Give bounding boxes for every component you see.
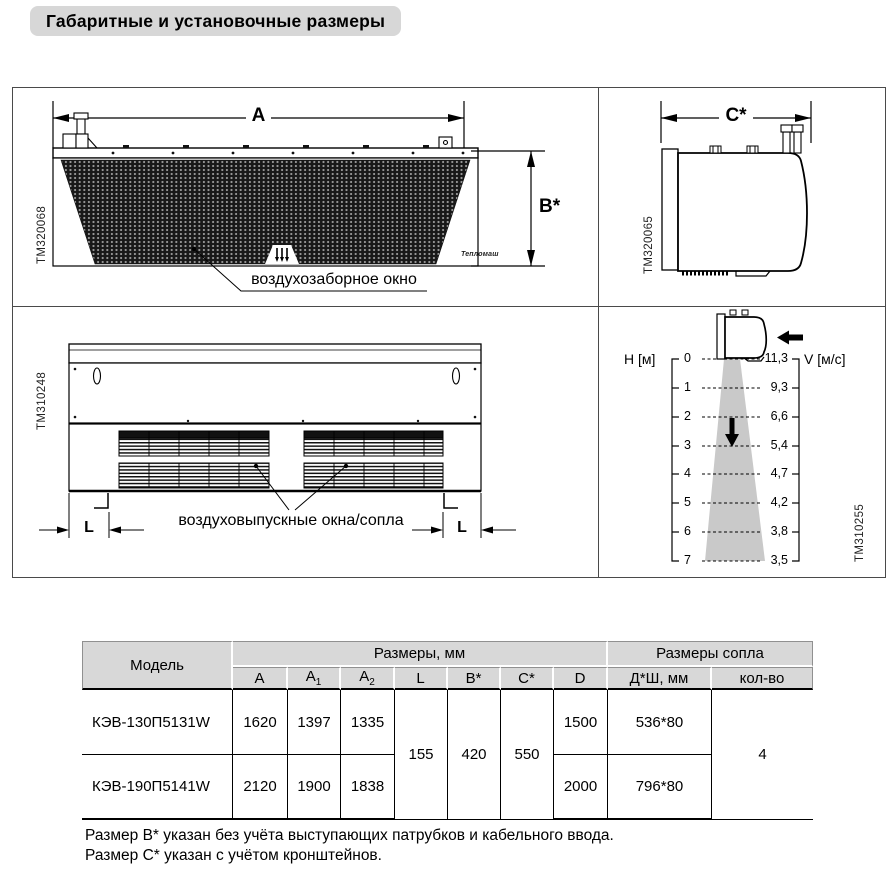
value-b-shared: 420 [448,690,501,820]
v-tick-2: 6,6 [770,409,788,423]
h-tick-0: 0 [684,351,691,365]
h-tick-6: 6 [684,524,691,538]
value-a1: 1900 [288,755,341,820]
v-tick-4: 4,7 [770,466,788,480]
value-nozzle: 796*80 [608,755,712,820]
model-cell: КЭВ-190П5141W [82,755,233,820]
h-tick-1: 1 [684,380,691,394]
col-header-nozzle-size: Д*Ш, мм [608,667,712,690]
model-cell: КЭВ-130П5131W [82,690,233,755]
value-nozzle: 536*80 [608,690,712,755]
unit-side-body [678,153,807,271]
airflow-cone [705,359,765,561]
unit-icon [717,310,766,361]
value-c-shared: 550 [501,690,554,820]
col-group-dimensions: Размеры, мм [233,641,608,667]
intake-callout: воздухозаборное окно [251,271,417,288]
h-tick-5: 5 [684,495,691,509]
drawing-code-bottom: TM310248 [36,371,48,430]
value-a: 2120 [233,755,288,820]
value-d: 2000 [554,755,608,820]
dim-c-label: C* [661,105,811,127]
value-d: 1500 [554,690,608,755]
dim-b-label: B* [539,196,561,217]
col-header-a1: $A_1$ [288,667,341,690]
col-header-qty: кол-во [712,667,813,690]
v-tick-5: 4,2 [770,495,788,509]
panel-front-view [13,88,598,306]
mounting-plate [662,149,678,270]
water-pipes [781,125,803,153]
h-tick-4: 4 [684,466,691,480]
intake-arrow [777,331,803,345]
v-tick-1: 9,3 [770,380,788,394]
value-a: 1620 [233,690,288,755]
drawing-code-chart: TM310255 [854,503,866,562]
panel-airflow-chart [598,306,885,577]
h-tick-2: 2 [684,409,691,423]
airflow-chart-drawing [598,306,885,577]
diagram-grid [12,87,886,578]
outlet-callout: воздуховыпускные окна/сопла [178,512,404,529]
intake-grille [61,160,470,264]
col-header-a2: $A_2$ [341,667,395,690]
footnote-b: Размер B* указан без учёта выступающих патрубков и кабельного ввода. [85,827,614,844]
v-axis [792,359,799,561]
dim-l-left-label: L [84,519,94,536]
col-group-nozzle: Размеры сопла [608,641,813,667]
col-header-a: A [233,667,288,690]
panel-divider-vertical [598,88,599,577]
col-header-model: Модель [82,641,233,690]
spec-table [82,641,813,820]
col-header-l: L [395,667,448,690]
bracket-clamp [439,137,452,148]
dim-l-right-label: L [457,519,467,536]
panel-bottom-view [13,306,598,577]
h-tick-3: 3 [684,438,691,452]
v-tick-6: 3,8 [770,524,788,538]
col-header-b: B* [448,667,501,690]
v-tick-0: 11,3 [764,351,788,365]
mounting-hooks [94,493,458,508]
table-row [82,690,813,755]
v-tick-7: 3,5 [770,553,788,567]
page-title-text: Габаритные и установочные размеры [46,10,386,31]
top-knobs [710,146,758,153]
dimension-b [471,151,545,266]
col-header-d: D [554,667,608,690]
value-l-shared: 155 [395,690,448,820]
footnote-c: Размер C* указан с учётом кронштейнов. [85,847,382,864]
value-qty-shared: 4 [712,690,813,820]
back-panel [69,344,481,423]
value-a2: 1838 [341,755,395,820]
value-a1: 1397 [288,690,341,755]
value-a2: 1335 [341,690,395,755]
panel-side-view [598,88,885,306]
col-header-c: C* [501,667,554,690]
drawing-code-front: TM320068 [36,205,48,264]
drawing-code-side: TM320065 [643,215,655,274]
h-axis [672,359,679,561]
dim-a-label: A [53,105,464,127]
brand-logo: Тепломаш [461,251,499,258]
h-axis-label: H [м] [624,351,656,367]
h-tick-7: 7 [684,553,691,567]
page-title [30,6,401,36]
v-axis-label: V [м/с] [804,351,846,367]
panel-divider-horizontal [13,306,885,307]
v-tick-3: 5,4 [770,438,788,452]
